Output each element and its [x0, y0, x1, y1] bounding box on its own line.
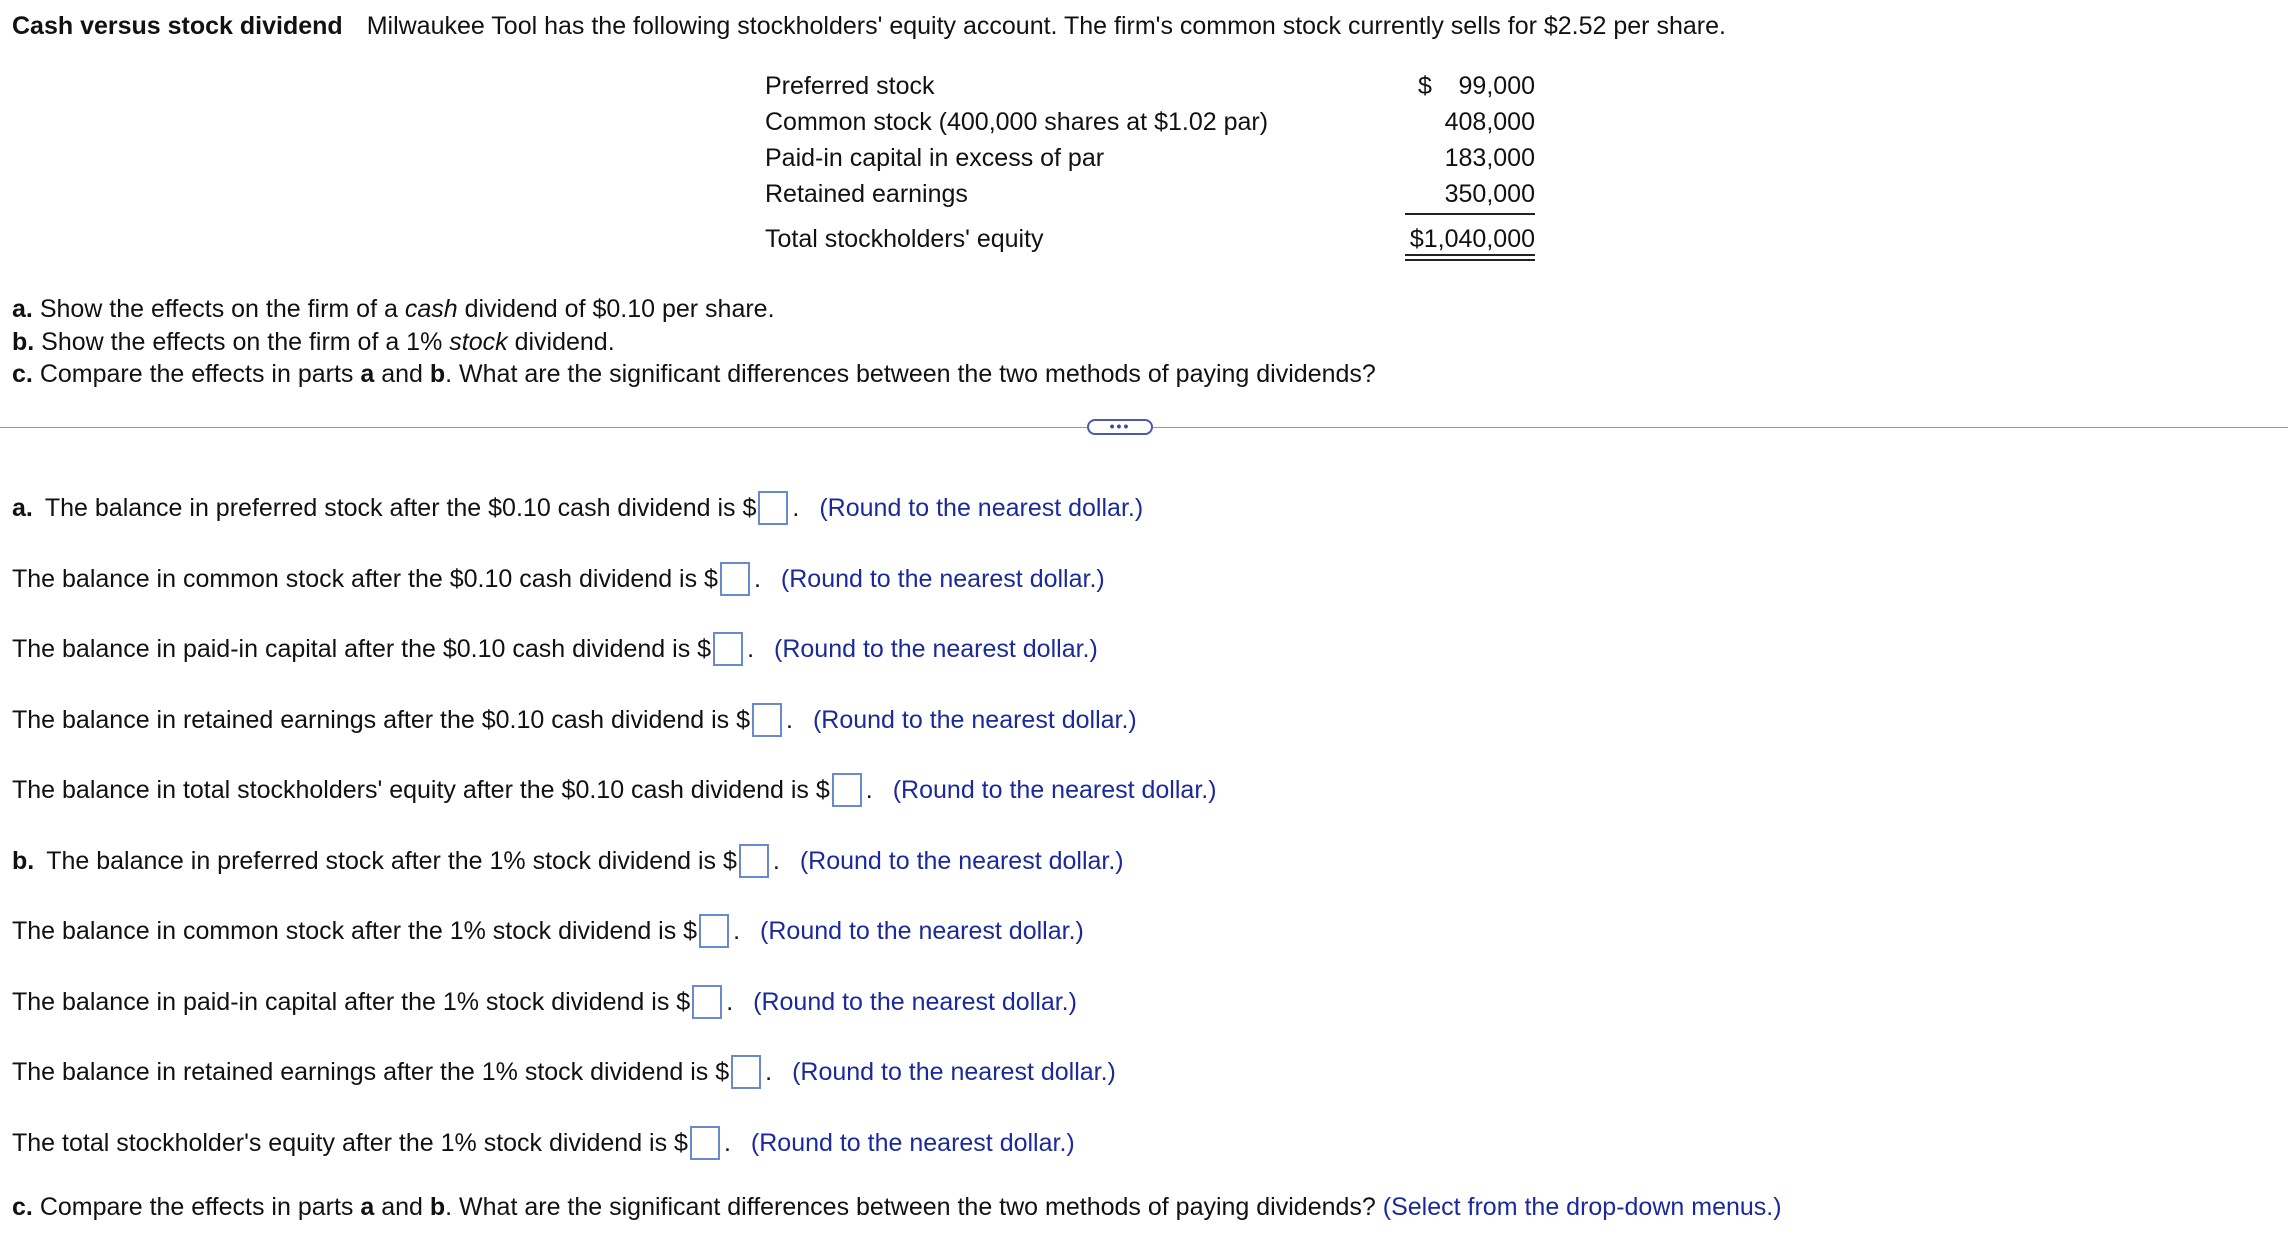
- total-double-rule-top: [1405, 254, 1535, 256]
- answer-input-a-common[interactable]: [720, 562, 750, 596]
- answer-input-a-preferred[interactable]: [758, 491, 788, 525]
- round-hint: (Round to the nearest dollar.): [819, 494, 1144, 522]
- answer-input-a-total[interactable]: [832, 773, 862, 807]
- total-double-rule-bottom: [1405, 259, 1535, 261]
- answer-input-a-paid-in[interactable]: [713, 632, 743, 666]
- answer-prompt: The balance in retained earnings after the $0.10 cash dividend is $: [12, 706, 750, 734]
- answer-row-b-total: The total stockholder's equity after the 1% stock dividend is $ . (Round to the nearest dollar.): [12, 1123, 1075, 1163]
- expand-more-button[interactable]: •••: [1087, 419, 1153, 435]
- equity-label-common: Common stock (400,000 shares at $1.02 par): [765, 108, 1269, 136]
- dollar-sign: $: [1418, 72, 1432, 100]
- answer-prompt: The balance in common stock after the $0.10 cash dividend is $: [12, 565, 718, 593]
- question-a: a. Show the effects on the firm of a cash dividend of $0.10 per share.: [12, 295, 775, 323]
- answer-row-b-preferred: b. The balance in preferred stock after the 1% stock dividend is $ . (Round to the nearest dollar.): [12, 841, 1124, 881]
- answer-row-b-paid-in: The balance in paid-in capital after the 1% stock dividend is $ . (Round to the nearest dollar.): [12, 982, 1077, 1022]
- answer-row-a-retained: The balance in retained earnings after the $0.10 cash dividend is $ . (Round to the nearest dollar.): [12, 700, 1137, 740]
- equity-value-total: $1,040,000: [1409, 225, 1535, 253]
- question-c: c. Compare the effects in parts a and b. What are the significant differences between the two methods of paying dividends?: [12, 360, 1376, 388]
- equity-value-preferred: $ 99,000: [1418, 72, 1535, 100]
- round-hint: (Round to the nearest dollar.): [774, 635, 1098, 663]
- round-hint: (Round to the nearest dollar.): [812, 706, 1137, 734]
- answer-input-b-total[interactable]: [690, 1126, 720, 1160]
- equity-label-total: Total stockholders' equity: [765, 225, 1044, 253]
- round-hint: (Round to the nearest dollar.): [892, 776, 1217, 804]
- answer-prompt: The total stockholder's equity after the 1% stock dividend is $: [12, 1129, 688, 1157]
- answer-prompt: The balance in preferred stock after the 1% stock dividend is $: [46, 847, 737, 875]
- answer-row-a-paid-in: The balance in paid-in capital after the $0.10 cash dividend is $ . (Round to the nearest dollar.): [12, 629, 1098, 669]
- answer-input-b-paid-in[interactable]: [692, 985, 722, 1019]
- answer-prompt: The balance in preferred stock after the $0.10 cash dividend is $: [44, 494, 757, 522]
- question-b: b. Show the effects on the firm of a 1% stock dividend.: [12, 328, 615, 356]
- problem-title: Cash versus stock dividend: [12, 12, 343, 40]
- round-hint: (Round to the nearest dollar.): [792, 1058, 1116, 1086]
- problem-statement: Milwaukee Tool has the following stockholders' equity account. The firm's common stock currently sells for $2.52 per share.: [366, 12, 1726, 40]
- part-label: a.: [12, 494, 33, 522]
- equity-label-paid-in: Paid-in capital in excess of par: [765, 144, 1105, 172]
- round-hint: (Round to the nearest dollar.): [753, 988, 1077, 1016]
- equity-value-paid-in: 183,000: [1444, 144, 1535, 172]
- answer-row-b-retained: The balance in retained earnings after the 1% stock dividend is $ . (Round to the nearest dollar.): [12, 1052, 1116, 1092]
- answer-row-b-common: The balance in common stock after the 1% stock dividend is $ . (Round to the nearest dollar.): [12, 911, 1084, 951]
- final-question-c: c. Compare the effects in parts a and b. What are the significant differences between the two methods of paying dividends? (Select from the drop-down menus.): [12, 1193, 1782, 1221]
- answer-prompt: The balance in retained earnings after the 1% stock dividend is $: [12, 1058, 730, 1086]
- answer-row-a-preferred: a. The balance in preferred stock after the $0.10 cash dividend is $ . (Round to the nearest dollar.): [12, 488, 1143, 528]
- subtotal-rule: [1405, 213, 1535, 215]
- answer-prompt: The balance in paid-in capital after the $0.10 cash dividend is $: [12, 635, 712, 663]
- problem-header: [12, 11, 1726, 41]
- round-hint: (Round to the nearest dollar.): [780, 565, 1105, 593]
- answer-row-a-total: The balance in total stockholders' equity after the $0.10 cash dividend is $ . (Round to the nearest dollar.): [12, 770, 1217, 810]
- equity-label-preferred: Preferred stock: [765, 72, 935, 100]
- round-hint: (Round to the nearest dollar.): [799, 847, 1124, 875]
- equity-label-retained: Retained earnings: [765, 180, 968, 208]
- answer-prompt: The balance in paid-in capital after the 1% stock dividend is $: [12, 988, 691, 1016]
- answer-input-a-retained[interactable]: [752, 703, 782, 737]
- round-hint: (Round to the nearest dollar.): [760, 917, 1084, 945]
- equity-value-retained: 350,000: [1444, 180, 1535, 208]
- dropdown-hint: (Select from the drop-down menus.): [1382, 1193, 1782, 1221]
- answer-input-b-common[interactable]: [699, 914, 729, 948]
- round-hint: (Round to the nearest dollar.): [750, 1129, 1075, 1157]
- answer-input-b-preferred[interactable]: [739, 844, 769, 878]
- answer-prompt: The balance in total stockholders' equity after the $0.10 cash dividend is $: [12, 776, 830, 804]
- equity-value-common: 408,000: [1444, 108, 1535, 136]
- part-label: b.: [12, 847, 35, 875]
- answer-input-b-retained[interactable]: [731, 1055, 761, 1089]
- answer-row-a-common: The balance in common stock after the $0.10 cash dividend is $ . (Round to the nearest dollar.): [12, 559, 1105, 599]
- answer-prompt: The balance in common stock after the 1% stock dividend is $: [12, 917, 698, 945]
